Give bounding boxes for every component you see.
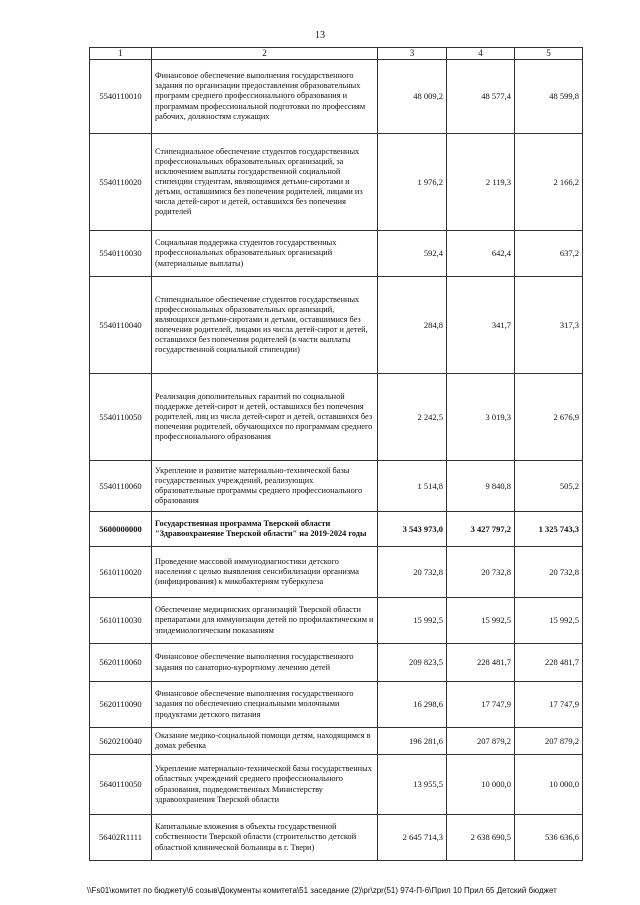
- row-description: Проведение массовой иммунодиагностики детского населения с целью выявления сенсибилизации организма (инфицирования) к микобактериям туберкулеза: [152, 547, 378, 598]
- row-code: 5610110020: [90, 547, 152, 598]
- row-code: 5620210040: [90, 728, 152, 755]
- row-code: 5540110030: [90, 231, 152, 277]
- row-code: 5540110050: [90, 374, 152, 461]
- row-value-1: 13 955,5: [378, 755, 447, 815]
- row-value-2: 207 879,2: [447, 728, 515, 755]
- table-row: [90, 644, 583, 682]
- row-description: Стипендиальное обеспечение студентов государственных профессиональных образовательных организаций, за исключением выплаты государственной социальной стипендии студентам, являющимся детьми-сиротами и детьми, оставшимися без попечения родителей, лицами из числа детей-сирот и детей, оставшихся без попечения родителей: [152, 134, 378, 231]
- row-value-2: 3 019,3: [447, 374, 515, 461]
- row-value-2: 642,4: [447, 231, 515, 277]
- column-header-year-2: 4: [447, 48, 515, 60]
- row-code: 5540110040: [90, 277, 152, 374]
- row-value-3: 637,2: [515, 231, 583, 277]
- column-header-description: 2: [152, 48, 378, 60]
- row-value-2: 3 427 797,2: [447, 512, 515, 547]
- table-row: [90, 682, 583, 728]
- row-value-2: 228 481,7: [447, 644, 515, 682]
- row-value-3: 20 732,8: [515, 547, 583, 598]
- row-value-3: 505,2: [515, 461, 583, 512]
- table-row: [90, 815, 583, 861]
- row-value-1: 48 009,2: [378, 60, 447, 134]
- row-value-1: 2 242,5: [378, 374, 447, 461]
- table-row: [90, 547, 583, 598]
- row-value-2: 48 577,4: [447, 60, 515, 134]
- row-value-1: 15 992,5: [378, 598, 447, 644]
- file-path-footer: \\Fs01\комитет по бюджету\6 созыв\Документы комитета\51 заседание (2)\pr\zpr(51) 974-П-6\Прил 10 Прил 65 Детский бюджет: [87, 886, 557, 895]
- table-row: [90, 598, 583, 644]
- budget-table: [89, 47, 583, 861]
- row-description: Оказание медико-социальной помощи детям, находящимся в домах ребенка: [152, 728, 378, 755]
- row-description: Стипендиальное обеспечение студентов государственных профессиональных образовательных организаций, являющихся детьми-сиротами и детьми, оставшимися без попечения родителей, лицами из числа детей-сирот и детей, оставшихся без попечения родителей (в части выплаты государственной социальной стипендии): [152, 277, 378, 374]
- row-value-3: 17 747,9: [515, 682, 583, 728]
- table-body: [90, 60, 583, 861]
- row-value-3: 10 000,0: [515, 755, 583, 815]
- table-row-program-total: [90, 512, 583, 547]
- row-code: 5640110050: [90, 755, 152, 815]
- page-number: 13: [315, 30, 325, 41]
- row-description: Финансовое обеспечение выполнения государственного задания по организации предоставления образовательных программ среднего профессионального образования и программам профессиональной подготовки по профессиям рабочих, должностям служащих: [152, 60, 378, 134]
- column-header-year-3: 5: [515, 48, 583, 60]
- column-header-code: 1: [90, 48, 152, 60]
- row-value-1: 1 514,8: [378, 461, 447, 512]
- row-value-1: 592,4: [378, 231, 447, 277]
- row-value-3: 207 879,2: [515, 728, 583, 755]
- table-row: [90, 755, 583, 815]
- row-value-3: 317,3: [515, 277, 583, 374]
- row-code: 5610110030: [90, 598, 152, 644]
- row-value-3: 228 481,7: [515, 644, 583, 682]
- row-code: 5540110010: [90, 60, 152, 134]
- row-description: Социальная поддержка студентов государственных профессиональных образовательных организаций (материальные выплаты): [152, 231, 378, 277]
- table-row: [90, 728, 583, 755]
- row-value-3: 15 992,5: [515, 598, 583, 644]
- row-value-3: 536 636,6: [515, 815, 583, 861]
- row-description: Финансовое обеспечение выполнения государственного задания по санаторно-курортному лечению детей: [152, 644, 378, 682]
- row-description: Укрепление и развитие материально-технической базы государственных учреждений, реализующих образовательные программы среднего профессионального образования: [152, 461, 378, 512]
- row-code: 56402R1111: [90, 815, 152, 861]
- row-value-3: 2 166,2: [515, 134, 583, 231]
- row-value-1: 1 976,2: [378, 134, 447, 231]
- row-description: Финансовое обеспечение выполнения государственного задания по обеспечению специальными молочными продуктами детского питания: [152, 682, 378, 728]
- row-value-3: 1 325 743,3: [515, 512, 583, 547]
- row-description: Реализация дополнительных гарантий по социальной поддержке детей-сирот и детей, оставшихся без попечения родителей, лиц из числа детей-сирот и детей, оставшихся без попечения родителей, обучающихся по программам среднего профессионального образования: [152, 374, 378, 461]
- row-code: 5620110060: [90, 644, 152, 682]
- column-header-year-1: 3: [378, 48, 447, 60]
- row-value-2: 2 119,3: [447, 134, 515, 231]
- row-value-2: 341,7: [447, 277, 515, 374]
- row-value-2: 10 000,0: [447, 755, 515, 815]
- row-value-1: 16 298,6: [378, 682, 447, 728]
- table-row: [90, 231, 583, 277]
- row-value-3: 2 676,9: [515, 374, 583, 461]
- row-value-2: 17 747,9: [447, 682, 515, 728]
- row-value-1: 196 281,6: [378, 728, 447, 755]
- table-row: [90, 374, 583, 461]
- row-value-1: 284,8: [378, 277, 447, 374]
- row-code: 5620110090: [90, 682, 152, 728]
- row-value-1: 20 732,8: [378, 547, 447, 598]
- row-description: Капитальные вложения в объекты государственной собственности Тверской области (строительство детской областной клинической больницы в г. Твери): [152, 815, 378, 861]
- row-code: 5540110020: [90, 134, 152, 231]
- row-description: Государственная программа Тверской области "Здравоохранение Тверской области" на 2019-2024 годы: [152, 512, 378, 547]
- row-value-1: 2 645 714,3: [378, 815, 447, 861]
- table-row: [90, 134, 583, 231]
- table-row: [90, 461, 583, 512]
- table-row: [90, 60, 583, 134]
- row-value-2: 2 638 690,5: [447, 815, 515, 861]
- table-header-row: [90, 48, 583, 60]
- row-description: Обеспечение медицинских организаций Тверской области препаратами для иммунизации детей по профилактическим и эпидемиологическим показаниям: [152, 598, 378, 644]
- row-code: 5600000000: [90, 512, 152, 547]
- row-value-2: 20 732,8: [447, 547, 515, 598]
- row-code: 5540110060: [90, 461, 152, 512]
- row-value-1: 3 543 973,0: [378, 512, 447, 547]
- row-description: Укрепление материально-технической базы государственных областных учреждений среднего профессионального образования, подведомственных Министерству здравоохранения Тверской области: [152, 755, 378, 815]
- row-value-2: 15 992,5: [447, 598, 515, 644]
- row-value-1: 209 823,5: [378, 644, 447, 682]
- row-value-3: 48 599,8: [515, 60, 583, 134]
- table-row: [90, 277, 583, 374]
- row-value-2: 9 840,8: [447, 461, 515, 512]
